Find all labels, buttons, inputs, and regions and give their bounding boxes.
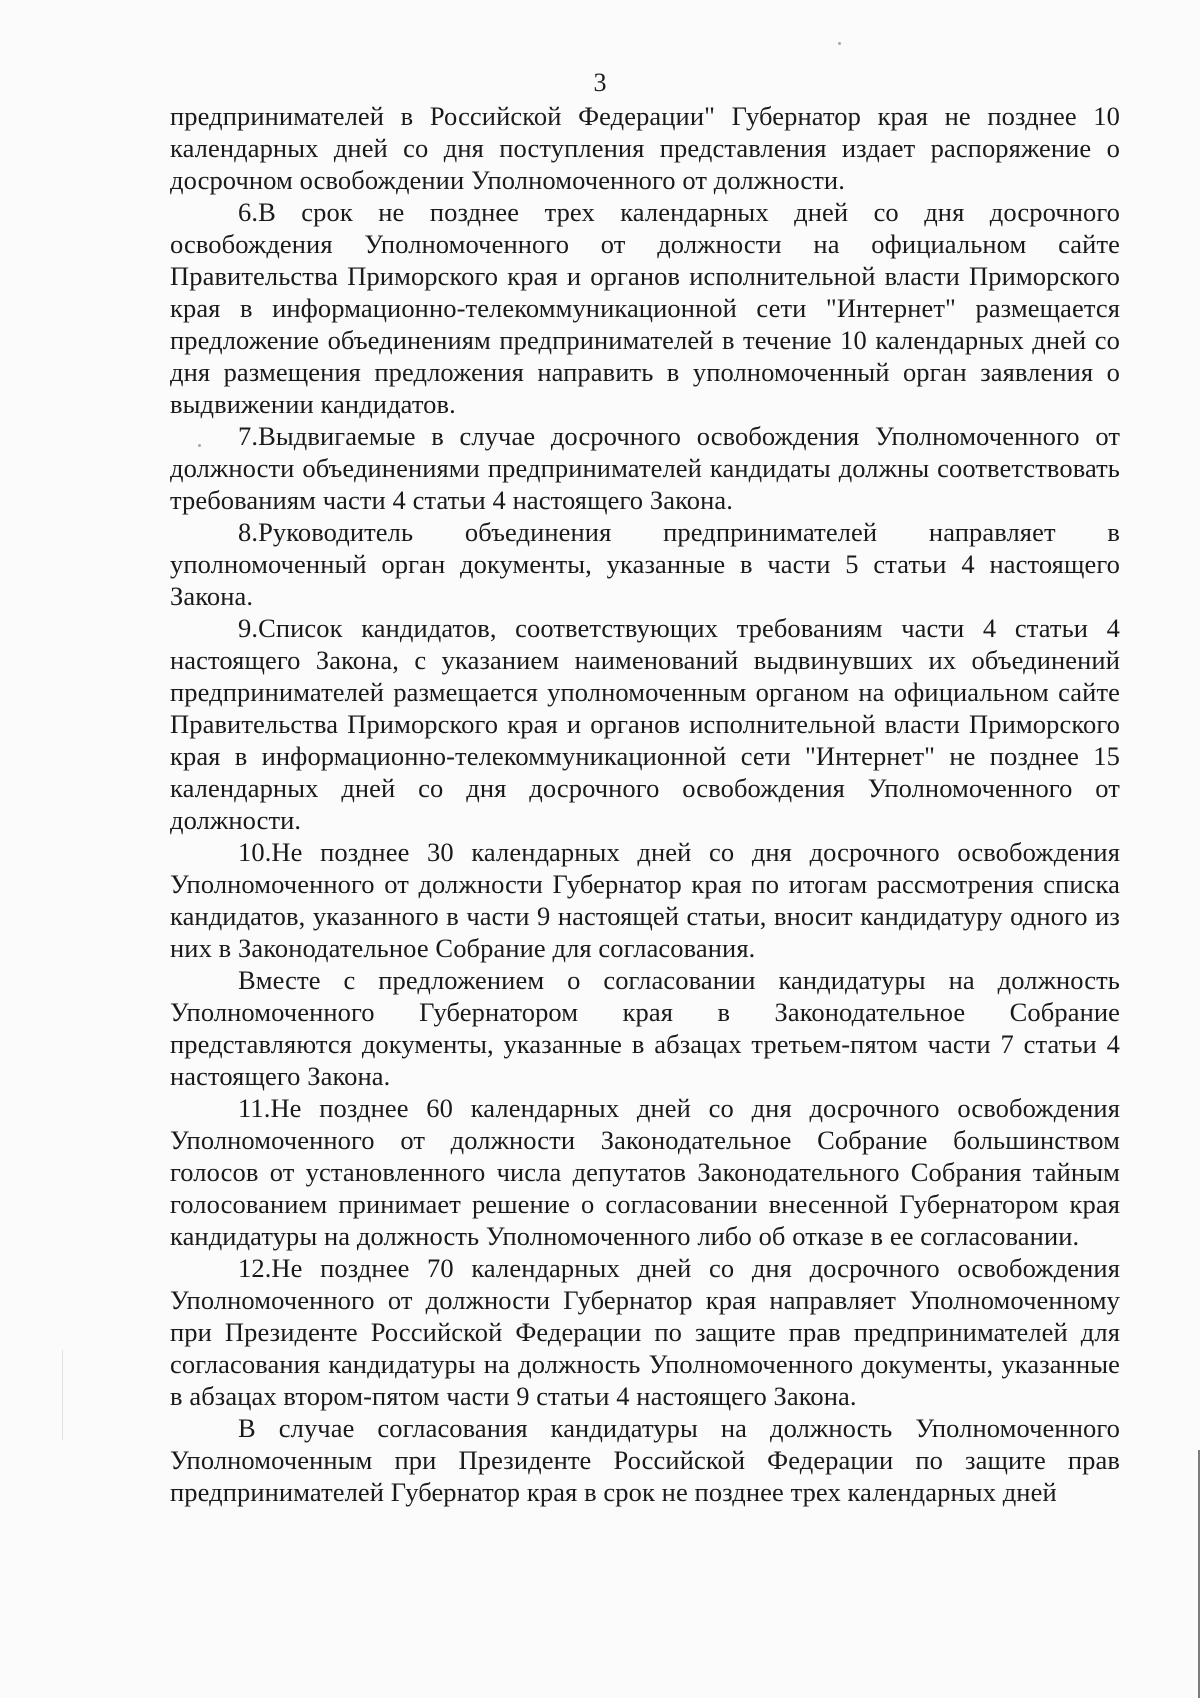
scan-artifact-line [62, 1350, 63, 1440]
paragraph-11: 11.Не позднее 60 календарных дней со дня досрочного освобождения Уполномоченного от должности Законодательное Собрание большинством голосов от установленного числа депутатов Законодательного Собрания тайным голосованием принимает решение о согласовании внесенной Губернатором края кандидатуры на должность Уполномоченного либо об отказе в ее согласовании. [170, 1093, 1120, 1251]
document-body [170, 100, 1120, 1508]
paragraph-6: 6.В срок не позднее трех календарных дней со дня досрочного освобождения Уполномоченного от должности на официальном сайте Правительства Приморского края и органов исполнительной власти Приморского края в информационно-телекоммуникационной сети "Интернет" размещается предложение объединениям предпринимателей в течение 10 календарных дней со дня размещения предложения направить в уполномоченный орган заявления о выдвижении кандидатов. [170, 197, 1120, 419]
paragraph-10-submission: Вместе с предложением о согласовании кандидатуры на должность Уполномоченного Губернатором края в Законодательное Собрание представляются документы, указанные в абзацах третьем-пятом части 7 статьи 4 настоящего Закона. [170, 965, 1120, 1091]
paragraph-12-approval: В случае согласования кандидатуры на должность Уполномоченного Уполномоченным при Президенте Российской Федерации по защите прав предпринимателей Губернатор края в срок не позднее трех календарных дней [170, 1413, 1120, 1507]
paragraph-continuation: предпринимателей в Российской Федерации" Губернатор края не позднее 10 календарных дней со дня поступления представления издает распоряжение о досрочном освобождении Уполномоченного от должности. [170, 101, 1120, 195]
page-number: 3 [593, 68, 607, 97]
paragraph-12: 12.Не позднее 70 календарных дней со дня досрочного освобождения Уполномоченного от должности Губернатор края направляет Уполномоченному при Президенте Российской Федерации по защите прав предпринимателей для согласования кандидатуры на должность Уполномоченного документы, указанные в абзацах втором-пятом части 9 статьи 4 настоящего Закона. [170, 1253, 1120, 1411]
paragraph-10: 10.Не позднее 30 календарных дней со дня досрочного освобождения Уполномоченного от должности Губернатор края по итогам рассмотрения списка кандидатов, указанного в части 9 настоящей статьи, вносит кандидатуру одного из них в Законодательное Собрание для согласования. [170, 837, 1120, 963]
scan-artifact-dot [198, 444, 201, 447]
paragraph-8: 8.Руководитель объединения предпринимателей направляет в уполномоченный орган документы, указанные в части 5 статьи 4 настоящего Закона. [170, 517, 1120, 611]
paragraph-9: 9.Список кандидатов, соответствующих требованиям части 4 статьи 4 настоящего Закона, с указанием наименований выдвинувших их объединений предпринимателей размещается уполномоченным органом на официальном сайте Правительства Приморского края и органов исполнительной власти Приморского края в информационно-телекоммуникационной сети "Интернет" не позднее 15 календарных дней со дня досрочного освобождения Уполномоченного от должности. [170, 613, 1120, 835]
scan-artifact-dot [838, 42, 841, 45]
paragraph-7: 7.Выдвигаемые в случае досрочного освобождения Уполномоченного от должности объединениями предпринимателей кандидаты должны соответствовать требованиям части 4 статьи 4 настоящего Закона. [170, 421, 1120, 515]
